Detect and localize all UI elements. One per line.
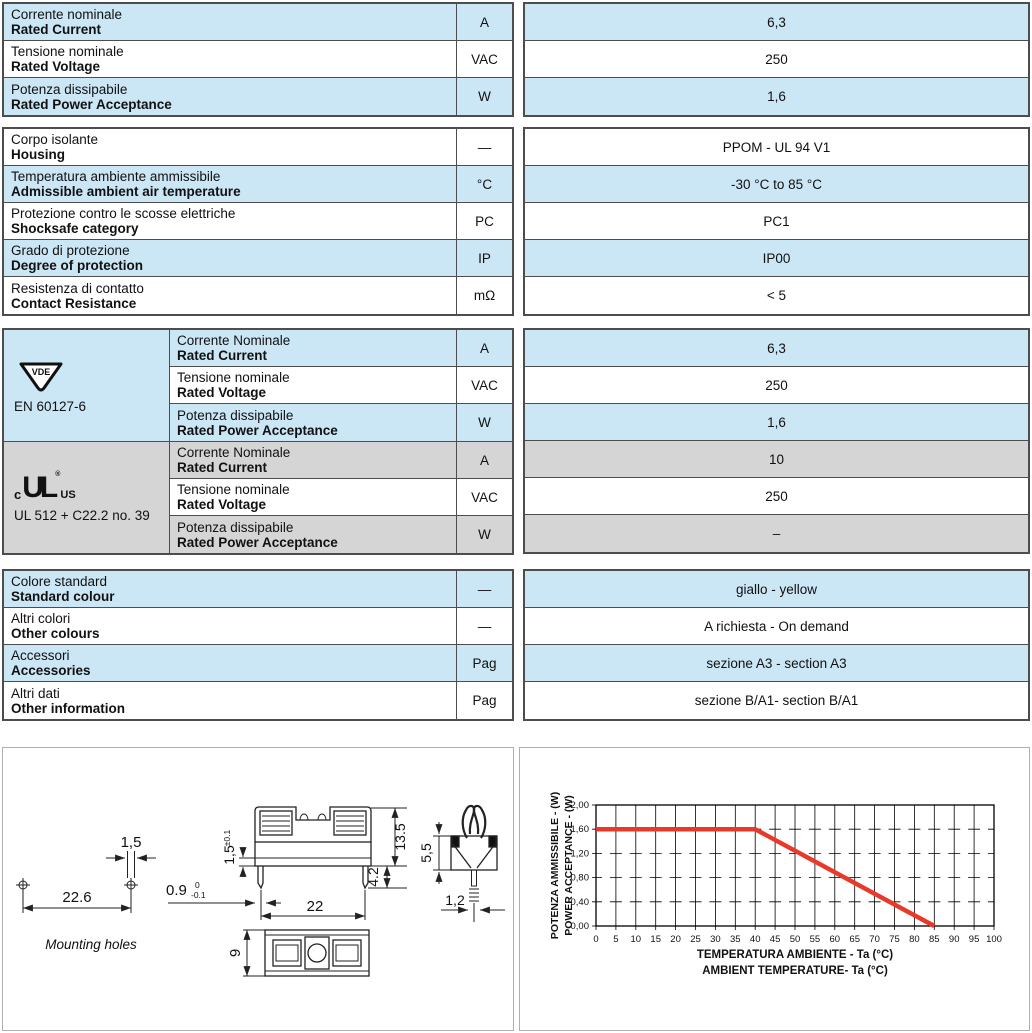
row-label-it: Grado di protezione [11,243,130,258]
x-tick-label: 20 [670,934,681,945]
y-tick-label: 1,60 [570,824,589,836]
row-label-en: Shocksafe category [11,221,139,236]
dim-depth: 9 [227,948,244,958]
derating-chart-panel [519,747,1030,1031]
x-tick-label: 40 [749,934,761,945]
x-tick-label: 70 [869,934,880,945]
x-axis-title-en: AMBIENT TEMPERATURE- Ta (°C) [702,965,888,977]
technical-drawing [3,748,513,1030]
row-label-en: Other information [11,700,125,716]
value-cell: 1,6 [525,404,1028,441]
unit-cell: VAC [456,479,512,515]
value-cell: PC1 [525,203,1028,240]
table-row [4,41,512,78]
row-label-en: Accessories [11,663,91,678]
x-axis-title-it: TEMPERATURA AMBIENTE - Ta (°C) [696,949,894,961]
value-cell: giallo - yellow [525,571,1028,608]
value-cell: 250 [525,478,1028,515]
table-row [4,277,512,314]
unit-cell: °C [456,166,512,202]
row-label-it: Corpo isolante [11,132,99,147]
value-cell: sezione A3 - section A3 [525,645,1028,682]
table-row [4,78,512,115]
general-table-values [523,127,1030,316]
dim-lip-tol: ±0.1 [222,829,232,847]
row-label-it: Altri colori [11,611,71,626]
ul-letters: UL [22,470,55,504]
x-tick-label: 55 [809,934,821,945]
table-row [170,516,512,553]
dim-leg: 4.2 [365,867,381,887]
x-tick-label: 95 [968,934,980,945]
dim-lip: 1,5 [221,845,237,865]
unit-cell: W [456,516,512,553]
dim-lead-w: 1,2 [445,892,465,908]
table-row [4,571,512,608]
unit-cell: Pag [456,682,512,719]
dim-lead: 0.9 [166,882,187,899]
x-tick-label: 35 [730,934,741,945]
row-label-it: Corrente Nominale [177,445,291,460]
unit-cell: A [456,330,512,366]
row-label-en: Rated Power Acceptance [177,534,338,550]
row-label-it: Temperatura ambiente ammissibile [11,169,221,184]
row-label-en: Rated Voltage [177,497,267,512]
unit-cell: PC [456,203,512,239]
x-tick-label: 60 [829,934,841,945]
x-tick-label: 90 [948,934,960,945]
row-label-en: Rated Current [177,460,268,475]
value-cell: A richiesta - On demand [525,608,1028,645]
row-label-it: Protezione contro le scosse elettriche [11,206,236,221]
row-label-en: Standard colour [11,589,115,604]
row-label-it: Accessori [11,648,70,663]
ul-registered: ® [55,470,61,478]
table-row [4,240,512,277]
other-table-labels [2,569,514,721]
y-axis-title-en: POWER ACCEPTANCE - (W) [563,795,575,936]
general-table-labels [2,127,514,316]
row-label-it: Tensione nominale [11,44,124,59]
unit-cell: A [456,4,512,40]
derating-line [596,829,934,926]
top-view [265,930,369,976]
x-tick-label: 25 [690,934,701,945]
table-row [4,203,512,240]
derating-chart [520,748,1029,1030]
value-cell: 250 [525,41,1028,78]
row-label-it: Potenza dissipabile [177,407,294,423]
vde-logo-text: VDE [31,366,51,377]
row-label-it: Colore standard [11,574,108,589]
table-row [170,442,512,479]
y-tick-label: 2,00 [570,800,589,811]
row-label-en: Rated Voltage [177,385,267,400]
x-tick-label: 15 [650,934,661,945]
row-label-it: Tensione nominale [177,370,290,385]
x-tick-label: 45 [769,934,781,945]
table-row [170,479,512,516]
unit-cell: VAC [456,41,512,77]
table-row [170,367,512,404]
value-cell: < 5 [525,277,1028,314]
value-cell: PPOM - UL 94 V1 [525,129,1028,166]
x-tick-label: 85 [929,934,940,945]
front-view [255,807,371,888]
row-label-en: Rated Current [177,348,268,363]
row-label-en: Other colours [11,626,100,641]
unit-cell: W [456,78,512,115]
unit-cell: mΩ [456,277,512,314]
approvals-table-labels [2,328,514,555]
unit-cell: A [456,442,512,478]
y-tick-label: 0,80 [570,872,589,884]
table-row [170,404,512,441]
dim-pitch: 22.6 [62,889,92,906]
value-cell: 6,3 [525,4,1028,41]
x-tick-label: 30 [710,934,721,945]
x-tick-label: 80 [909,934,920,945]
value-cell: 1,6 [525,78,1028,115]
dim-width: 22 [306,898,324,915]
value-cell: 250 [525,367,1028,404]
unit-cell: — [456,608,512,644]
table-row [4,4,512,41]
x-tick-label: 10 [630,934,642,945]
row-label-en: Degree of protection [11,258,144,273]
ratings-table-labels [2,2,514,117]
value-cell: 6,3 [525,330,1028,367]
row-label-en: Rated Power Acceptance [11,96,172,112]
y-tick-label: 0,00 [570,921,589,932]
unit-cell: IP [456,240,512,276]
ul-c: c [14,486,22,502]
table-row [4,166,512,203]
technical-drawing-panel [2,747,514,1031]
row-label-it: Tensione nominale [177,482,290,497]
table-row [4,682,512,719]
y-tick-label: 0,40 [570,896,589,908]
x-tick-label: 65 [849,934,860,945]
x-tick-label: 5 [613,934,619,945]
y-axis-title-it: POTENZA AMMISSIBILE - (W) [549,791,561,940]
dim-height: 13.5 [392,823,408,851]
row-label-it: Corrente Nominale [177,333,291,348]
x-tick-label: 0 [593,934,599,945]
approval-group-ul [4,442,512,553]
dim-hole: 1,5 [120,834,142,851]
row-label-en: Rated Current [11,22,102,37]
value-cell: IP00 [525,240,1028,277]
row-label-en: Admissible ambient air temperature [11,184,241,199]
dim-clip: 5,5 [418,843,434,863]
vde-logo-cell [4,330,170,441]
ratings-table-values [523,2,1030,117]
top-view-dims [243,930,265,976]
value-cell: -30 °C to 85 °C [525,166,1028,203]
row-label-it: Resistenza di contatto [11,280,144,296]
x-tick-label: 75 [889,934,900,945]
table-row [4,645,512,682]
vde-icon [14,358,68,394]
other-table-values [523,569,1030,721]
row-label-en: Housing [11,147,65,162]
dim-lead-tol-lo: -0.1 [191,890,206,900]
approvals-table-values [523,328,1030,554]
unit-cell: VAC [456,367,512,403]
dim-lead-tol-hi: 0 [195,880,200,890]
unit-cell: — [456,571,512,607]
ul-icon [14,470,76,504]
unit-cell: — [456,129,512,165]
table-row [4,129,512,166]
row-label-it: Potenza dissipabile [177,519,294,535]
row-label-en: Rated Voltage [11,59,101,74]
ul-us: US [60,488,76,501]
table-row [170,330,512,367]
unit-cell: W [456,404,512,441]
x-tick-label: 50 [789,934,801,945]
value-cell: – [525,515,1028,552]
row-label-it: Altri dati [11,685,60,701]
value-cell: 10 [525,441,1028,478]
value-cell: sezione B/A1- section B/A1 [525,682,1028,719]
standard-label: UL 512 + C22.2 no. 39 [14,507,150,523]
drawing-caption: Mounting holes [45,937,137,952]
table-row [4,608,512,645]
row-label-en: Contact Resistance [11,295,137,311]
unit-cell: Pag [456,645,512,681]
row-label-it: Potenza dissipabile [11,81,128,97]
approval-group-vde [4,330,512,442]
x-tick-label: 100 [986,934,1002,945]
row-label-it: Corrente nominale [11,7,123,22]
row-label-en: Rated Power Acceptance [177,422,338,438]
y-tick-label: 1,20 [570,848,589,860]
ul-logo-cell [4,442,170,553]
standard-label: EN 60127-6 [14,398,87,414]
